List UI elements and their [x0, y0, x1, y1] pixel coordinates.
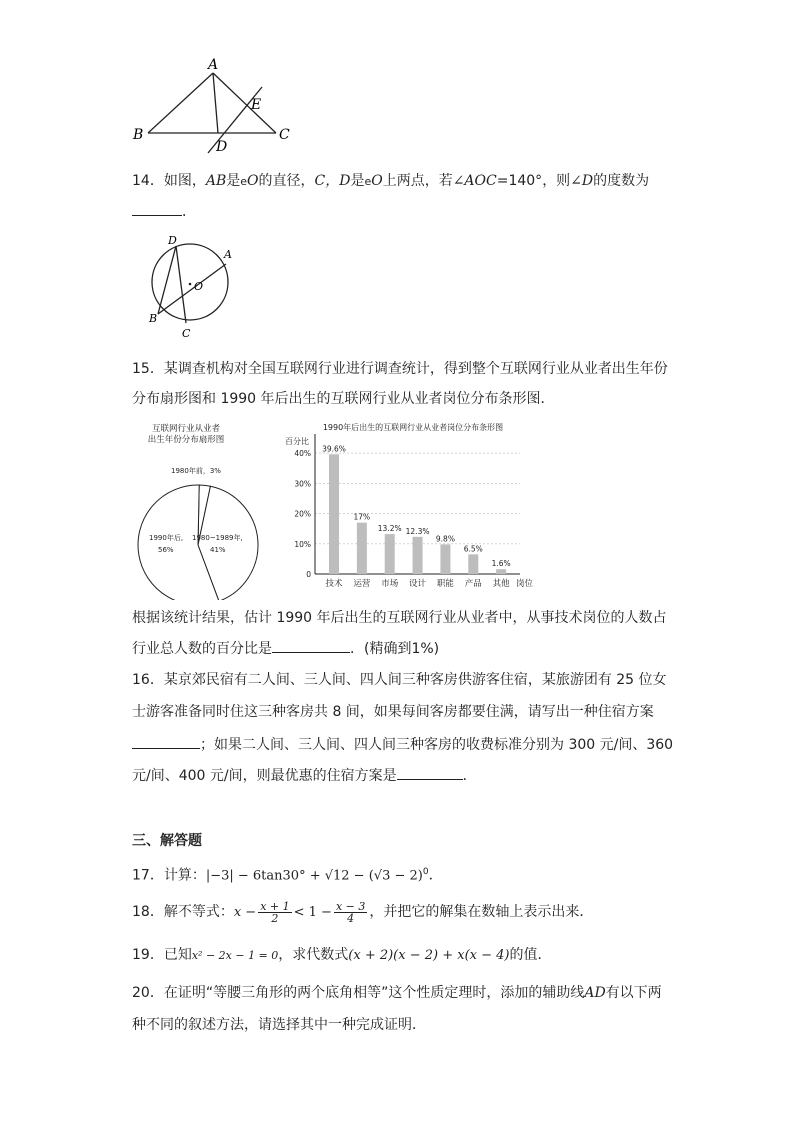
label-A: A [224, 248, 232, 261]
q18-fraction-1 [258, 901, 291, 924]
label-C: C [182, 327, 191, 340]
q17-expression: |−3| − 6tan30° + √12 − (√3 − 2) [205, 868, 423, 884]
answer-blank[interactable] [132, 734, 200, 749]
q19-prefix: 19．已知 [132, 947, 192, 963]
question-18 [132, 898, 593, 926]
answer-blank[interactable] [132, 201, 182, 216]
q14-text: ，则 [542, 173, 571, 189]
question-20-line-1 [132, 983, 662, 1003]
q14-angle-aoc: ∠AOC [452, 173, 497, 189]
label-B: B [149, 312, 158, 325]
circle-figure [140, 232, 240, 344]
bar-value-label: 13.2% [377, 524, 402, 534]
x-tick-label: 其他 [492, 579, 510, 589]
bar-value-label: 12.3% [405, 526, 430, 536]
answer-blank[interactable] [397, 765, 463, 780]
q18-term: x − [233, 905, 257, 920]
q14-text: 是 [350, 173, 365, 189]
q16-text: ；如果二人间、三人间、四人间三种客房的收费标准分别为 300 元/间、360 [200, 737, 674, 753]
pie-label-1980-1989-line-1: 1980~1989年, [192, 534, 243, 542]
question-16-line-4 [132, 765, 477, 786]
pie-title-line-1: 互联网行业从业者 [151, 424, 221, 434]
bar-value-label: 1.6% [491, 559, 511, 569]
x-tick-label: 产品 [464, 579, 482, 589]
q14-angle-value: =140° [496, 173, 543, 189]
question-16-line-1: 16．某京郊民宿有二人间、三人间、四人间三种客房供游客住宿，某旅游团有 25 位女 [132, 672, 667, 688]
label-C: C [279, 127, 290, 143]
y-tick-label: 0 [306, 570, 311, 579]
pie-label-1990-after-line-2: 56% [158, 546, 174, 554]
y-tick-label: 40% [294, 449, 311, 459]
triangle-figure [130, 55, 300, 155]
label-D: D [168, 234, 177, 247]
label-D: D [216, 139, 228, 155]
y-tick-label: 30% [294, 479, 311, 489]
question-17 [132, 862, 443, 887]
q20-ad: AD [584, 985, 606, 1001]
label-A: A [208, 57, 219, 73]
bar-value-label: 6.5% [463, 544, 483, 554]
question-15-line-3: 根据该统计结果，估计 1990 年后出生的互联网行业从业者中，从事技术岗位的人数占 [132, 610, 667, 626]
pie-label-before-1980: 1980年前，3% [171, 467, 221, 475]
section-title: 三、解答题 [132, 833, 202, 849]
q17-exponent: 0 [422, 867, 429, 877]
bar-3 [413, 537, 423, 574]
question-16-line-2: 士游客准备同时住这三种客房共 8 间，如果每间客房都要住满，请写出一种住宿方案 [132, 704, 654, 720]
x-tick-label: 运营 [353, 579, 371, 589]
pie-label-1990-after-line-1: 1990年后, [149, 534, 184, 542]
bar-chart [283, 418, 543, 593]
q14-ab: AB [205, 173, 227, 189]
q19-text: ，求代数式 [278, 947, 349, 963]
x-tick-label: 职能 [436, 579, 454, 589]
q14-o: O [247, 173, 259, 189]
bar-value-label: 17% [353, 512, 371, 522]
q14-angle-d: ∠D [570, 173, 594, 189]
bar-6 [496, 569, 506, 574]
bar-value-label: 9.8% [435, 534, 455, 544]
q18-fraction-2 [334, 901, 367, 924]
q15-text: 行业总人数的百分比是 [132, 641, 272, 657]
q18-numerator: x − 3 [335, 899, 366, 913]
q19-expression: (x + 2)(x − 2) + x(x − 4) [348, 948, 510, 963]
label-O: O [194, 280, 204, 293]
y-tick-label: 20% [294, 509, 311, 519]
x-tick-label: 技术 [325, 579, 343, 589]
bar-value-label: 39.6% [322, 444, 346, 454]
question-20-line-2: 种不同的叙述方法，请选择其中一种完成证明． [132, 1017, 426, 1033]
question-16-line-3 [132, 734, 673, 755]
q16-text: 元/间、400 元/间，则最优惠的住宿方案是 [132, 768, 397, 784]
q14-answer-line [132, 201, 196, 222]
bar-xlabel: 岗位 [516, 579, 534, 589]
q14-text: 的度数为 [593, 173, 650, 189]
q15-text: ．(精确到1%) [350, 641, 440, 657]
q18-prefix: 18．解不等式： [132, 904, 234, 920]
y-tick-label: 10% [294, 539, 311, 549]
x-tick-label: 市场 [381, 579, 399, 589]
x-tick-label: 设计 [409, 579, 427, 589]
answer-blank[interactable] [272, 638, 350, 653]
bar-1 [357, 523, 367, 574]
bar-5 [468, 554, 478, 574]
bar-0 [329, 454, 339, 574]
q18-numerator: x + 1 [260, 899, 290, 913]
q14-text: 的直径， [258, 173, 315, 189]
q16-text: ． [462, 768, 477, 784]
q18-operator: < 1 − [293, 905, 332, 920]
q14-cd: C，D [314, 173, 351, 189]
question-14 [132, 171, 649, 192]
q18-denominator: 2 [271, 911, 279, 925]
q14-text: 上两点，若 [382, 173, 453, 189]
question-15-line-2: 分布扇形图和 1990 年后出生的互联网行业从业者岗位分布条形图． [132, 391, 555, 407]
pie-title-line-2: 出生年份分布扇形图 [147, 435, 225, 445]
q14-text: 是 [226, 173, 241, 189]
circle-symbol: e [240, 175, 248, 188]
pie-chart [135, 420, 270, 600]
q18-suffix: ，并把它的解集在数轴上表示出来． [369, 904, 594, 920]
q17-prefix: 17．计算： [132, 867, 206, 884]
q14-text: 如图， [163, 173, 206, 189]
q17-end: ． [428, 867, 443, 884]
bar-4 [440, 544, 450, 574]
question-19 [132, 945, 551, 966]
bar-ylabel: 百分比 [285, 437, 309, 446]
q20-text: 有以下两 [605, 985, 662, 1001]
q19-condition: x² − 2x − 1 = 0 [191, 949, 279, 962]
circle-symbol: e [364, 175, 372, 188]
q20-text: 20．在证明“等腰三角形的两个底角相等”这个性质定理时，添加的辅助线 [132, 985, 585, 1001]
pie-label-1980-1989-line-2: 41% [210, 546, 226, 554]
q19-suffix: 的值． [509, 947, 552, 963]
q14-o: O [371, 173, 383, 189]
label-E: E [251, 97, 262, 113]
question-15-line-4 [132, 638, 439, 659]
q14-number: 14． [132, 173, 164, 189]
bar-2 [385, 534, 395, 574]
q18-denominator: 4 [347, 911, 355, 925]
q14-end: ． [182, 204, 196, 220]
label-B: B [133, 127, 144, 143]
bar-title: 1990年后出生的互联网行业从业者岗位分布条形图 [322, 423, 504, 432]
question-15-line-1: 15．某调查机构对全国互联网行业进行调查统计，得到整个互联网行业从业者出生年份 [132, 361, 668, 377]
